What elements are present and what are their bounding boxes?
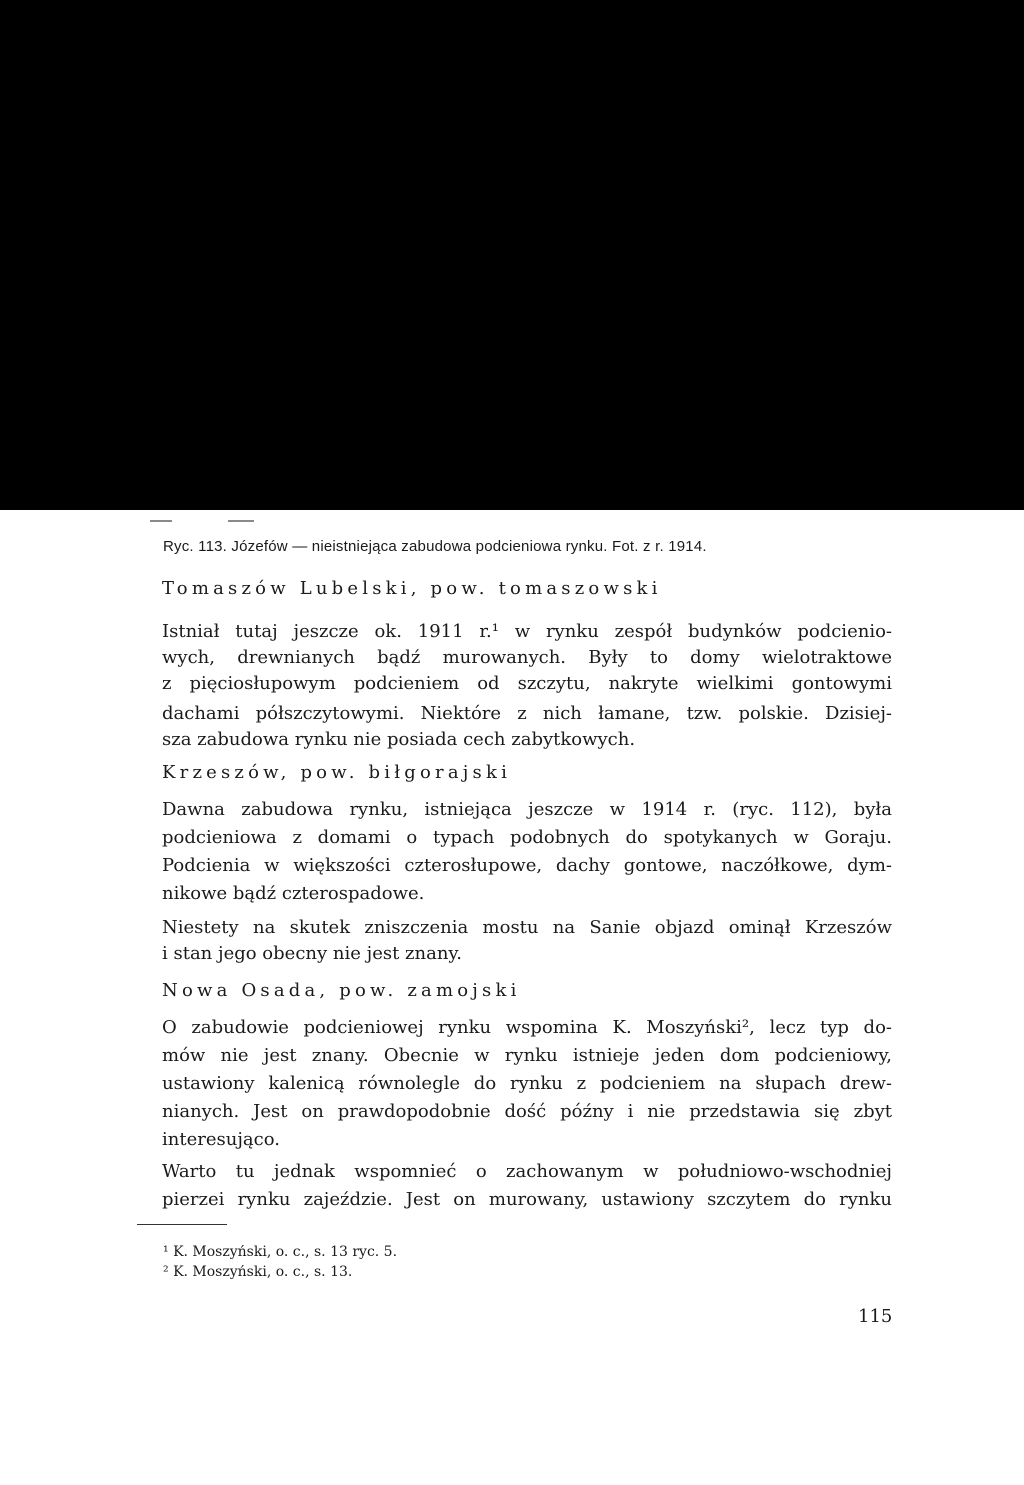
paragraph-line: z pięciosłupowym podcieniem od szczytu, nakryte wielkimi gontowymi [162, 673, 892, 694]
paragraph-line: sza zabudowa rynku nie posiada cech zabytkowych. [162, 729, 636, 750]
section-heading: Krzeszów, pow. biłgorajski [162, 762, 512, 783]
paragraph-line: nianych. Jest on prawdopodobnie dość późny i nie przedstawia się zbyt [162, 1101, 892, 1122]
paragraph-line: dachami półszczytowymi. Niektóre z nich łamane, tzw. polskie. Dzisiej- [162, 703, 892, 724]
footnote: ² K. Moszyński, o. c., s. 13. [163, 1264, 353, 1280]
paragraph-line: nikowe bądź czterospadowe. [162, 883, 425, 904]
paragraph-line: Niestety na skutek zniszczenia mostu na Sanie objazd ominął Krzeszów [162, 917, 892, 938]
paragraph-line: ustawiony kalenicą równolegle do rynku z podcieniem na słupach drew- [162, 1073, 892, 1094]
figure-caption: Ryc. 113. Józefów — nieistniejąca zabudowa podcieniowa rynku. Fot. z r. 1914. [163, 538, 707, 555]
paragraph-line: interesująco. [162, 1129, 280, 1150]
section-heading: Nowa Osada, pow. zamojski [162, 980, 521, 1001]
photo-edge-mark [150, 520, 172, 522]
paragraph-line: mów nie jest znany. Obecnie w rynku istnieje jeden dom podcieniowy, [162, 1045, 892, 1066]
footnote: ¹ K. Moszyński, o. c., s. 13 ryc. 5. [163, 1244, 398, 1260]
paragraph-line: Dawna zabudowa rynku, istniejąca jeszcze w 1914 r. (ryc. 112), była [162, 799, 892, 820]
paragraph-line: wych, drewnianych bądź murowanych. Były to domy wielotraktowe [162, 647, 892, 668]
paragraph-line: Warto tu jednak wspomnieć o zachowanym w południowo-wschodniej [162, 1161, 892, 1182]
paragraph-line: pierzei rynku zajeździe. Jest on murowany, ustawiony szczytem do rynku [162, 1189, 892, 1210]
photograph [0, 0, 1024, 510]
paragraph-line: O zabudowie podcieniowej rynku wspomina K. Moszyński², lecz typ do- [162, 1017, 892, 1038]
page-number: 115 [858, 1306, 893, 1327]
paragraph-line: podcieniowa z domami o typach podobnych do spotykanych w Goraju. [162, 827, 892, 848]
paragraph-line: Podcienia w większości czterosłupowe, dachy gontowe, naczółkowe, dym- [162, 855, 892, 876]
photo-edge-mark [228, 520, 254, 522]
section-heading: Tomaszów Lubelski, pow. tomaszowski [162, 578, 662, 599]
footnote-divider [137, 1224, 227, 1225]
paragraph-line: Istniał tutaj jeszcze ok. 1911 r.¹ w rynku zespół budynków podcienio- [162, 621, 892, 642]
paragraph-line: i stan jego obecny nie jest znany. [162, 943, 462, 964]
